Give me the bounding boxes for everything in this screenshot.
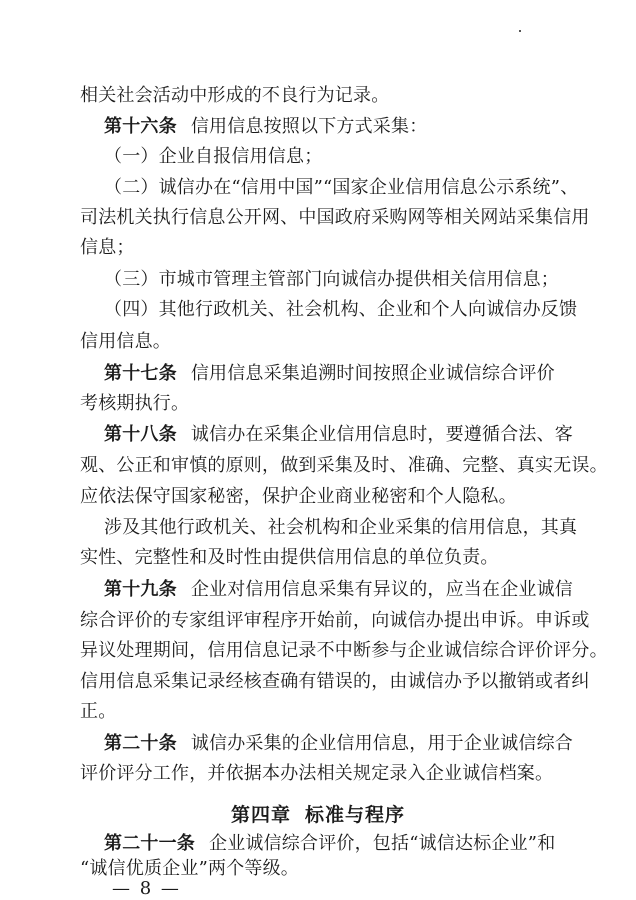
article-20-line-1 <box>104 732 573 756</box>
text-line-8: （四）其他行政机关、社会机构、企业和个人向诚信办反馈 <box>104 299 578 320</box>
article-20-text: 诚信办采集的企业信用信息，用于企业诚信综合 <box>190 733 574 754</box>
article-17-number: 第十七条 <box>104 363 177 384</box>
article-16-number: 第十六条 <box>104 116 177 137</box>
text-line-11: 考核期执行。 <box>80 393 190 414</box>
article-21-line-1 <box>104 832 555 856</box>
text-line-7: （三）市城市管理主管部门向诚信办提供相关信用信息； <box>104 269 559 290</box>
article-21-number: 第二十一条 <box>104 833 195 854</box>
chapter-title: 标准与程序 <box>305 804 406 826</box>
article-18-text: 诚信办在采集企业信用信息时，要遵循合法、客 <box>190 424 574 445</box>
text-line-19: 异议处理期间，信用信息记录不中断参与企业诚信综合评价评分。 <box>80 640 608 661</box>
text-line-25: “诚信优质企业”两个等级。 <box>80 858 300 879</box>
text-line-9: 信用信息。 <box>80 331 171 352</box>
article-20-number: 第二十条 <box>104 733 177 754</box>
article-19-line-1 <box>104 578 573 602</box>
text-line-14: 应依法保守国家秘密，保护企业商业秘密和个人隐私。 <box>80 486 517 507</box>
text-line-3: （一）企业自报信用信息； <box>104 146 323 167</box>
article-18-line-1 <box>104 423 573 447</box>
text-line-6: 信息； <box>80 237 135 258</box>
text-line-18: 综合评价的专家组评审程序开始前，向诚信办提出申诉。申诉或 <box>80 610 590 631</box>
chapter-number: 第四章 <box>230 804 291 826</box>
article-19-text: 企业对信用信息采集有异议的，应当在企业诚信 <box>190 579 574 600</box>
article-17-line-1 <box>104 362 555 386</box>
scan-dot-mark <box>519 30 521 32</box>
article-18-number: 第十八条 <box>104 424 177 445</box>
page-number: — 8 — <box>112 878 181 899</box>
text-line-13: 观、公正和审慎的原则，做到采集及时、准确、完整、真实无误。 <box>80 455 608 476</box>
article-21-text: 企业诚信综合评价，包括“诚信达标企业”和 <box>209 833 556 854</box>
article-16-line-1 <box>104 115 427 139</box>
text-line-4: （二）诚信办在“信用中国”“国家企业信用信息公示系统”、 <box>104 177 579 198</box>
article-16-text: 信用信息按照以下方式采集： <box>190 116 428 137</box>
text-line-15: 涉及其他行政机关、社会机构和企业采集的信用信息，其真 <box>104 517 578 538</box>
article-17-text: 信用信息采集追溯时间按照企业诚信综合评价 <box>190 363 555 384</box>
chapter-heading <box>0 800 636 827</box>
text-line-1: 相关社会活动中形成的不良行为记录。 <box>80 85 390 106</box>
text-line-16: 实性、完整性和及时性由提供信用信息的单位负责。 <box>80 547 499 568</box>
text-line-20: 信用信息采集记录经核查确有错误的，由诚信办予以撤销或者纠 <box>80 671 590 692</box>
text-line-23: 评价评分工作，并依据本办法相关规定录入企业诚信档案。 <box>80 763 554 784</box>
text-line-21: 正。 <box>80 701 117 722</box>
text-line-5: 司法机关执行信息公开网、中国政府采购网等相关网站采集信用 <box>80 207 590 228</box>
article-19-number: 第十九条 <box>104 579 177 600</box>
